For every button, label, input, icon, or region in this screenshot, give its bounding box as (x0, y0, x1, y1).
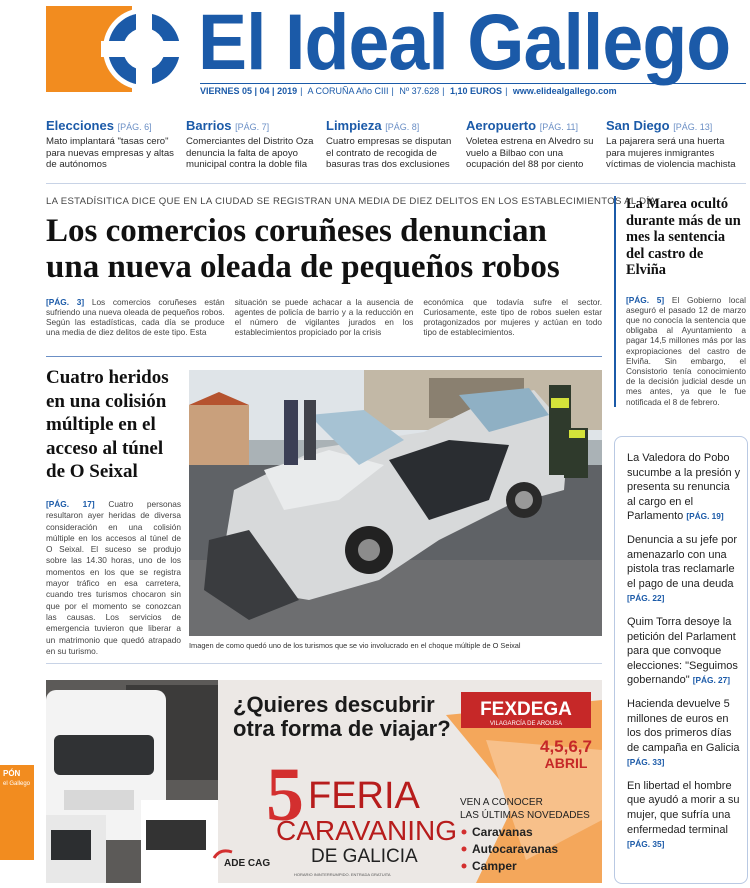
teaser-text: La pajarera será una huerta para mujeres inmigrantes víctimas de violencia machista (606, 136, 736, 170)
ad-adecag-logo: ADE CAG (224, 858, 271, 869)
ad-month: ABRIL (544, 755, 588, 771)
side-body (626, 295, 746, 407)
teaser-text: Mato implantará "tasas cero" para nuevas empresas y altas de autónomos (46, 136, 174, 170)
ad-fexdega: FEXDEGA (480, 699, 572, 720)
ad-edition-number: 5 (266, 753, 304, 837)
divider (46, 356, 602, 357)
brief-item[interactable] (627, 451, 741, 524)
advertisement-caravaning[interactable] (46, 680, 602, 883)
issue-city: A CORUÑA Año CIII (307, 86, 389, 96)
crash-body (46, 499, 181, 657)
teaser-title: Aeropuerto (466, 118, 537, 133)
page-ref[interactable]: [PÁG. 35] (627, 839, 665, 850)
brief-text: En libertad el hombre que ayudó a morir a su mujer, que sufría una enfermedad terminal (627, 779, 740, 836)
page-ref[interactable]: [PÁG. 27] (692, 675, 731, 686)
crash-headline[interactable]: Cuatro heridos en una colisión múltiple en el acceso al túnel de O Seixal (46, 367, 169, 482)
teaser-title: Limpieza (326, 118, 382, 133)
ad-question-line-2: otra forma de viajar? (233, 716, 451, 741)
teaser-text: Cuatro empresas se disputan el contrato de recogida de basuras tras dos exclusiones (326, 136, 452, 170)
crash-photo (189, 370, 602, 636)
page-ref[interactable]: [PÁG. 17] (46, 499, 95, 509)
teaser-san-diego[interactable] (606, 118, 746, 174)
issue-number: Nº 37.628 (399, 86, 440, 96)
brief-item[interactable] (627, 615, 741, 688)
divider (46, 663, 602, 664)
page-ref[interactable]: [PÁG. 33] (627, 757, 665, 768)
promo-strip-text: PÓN (3, 769, 21, 778)
teaser-page: [PÁG. 11] (539, 122, 579, 132)
side-headline[interactable]: La Marea ocultó durante más de un mes la sentencia del castro de Elviña (626, 196, 741, 278)
promo-strip[interactable] (0, 765, 34, 860)
lead-column-2: situación se puede achacar a la ausencia de agentes de policía de barrio y a la reducción en el número de vigilantes jurados en los establecimientos propiciado por la crisis (234, 297, 414, 337)
teaser-aeropuerto[interactable] (466, 118, 606, 174)
brief-text: Denuncia a su jefe por amenazarlo con una pistola tras reclamarle el pago de una deuda (627, 533, 738, 590)
dateline: VIERNES 05 | 04 | 2019 | A CORUÑA Año CIII | Nº 37.628 | 1,10 EUROS | www.elidealgallego.com (200, 83, 746, 96)
ad-novedades: LAS ÚLTIMAS NOVEDADES (460, 810, 590, 821)
ad-item-camper: Camper (472, 859, 517, 873)
lead-body (46, 297, 602, 337)
lead-column-1 (46, 297, 225, 337)
issue-date: VIERNES 05 | 04 | 2019 (200, 86, 298, 96)
teaser-title: Barrios (186, 118, 232, 133)
brief-text: Quim Torra desoye la petición del Parlament para que convoque elecciones: "Seguimos gobernando" (627, 615, 738, 687)
ad-dates: 4,5,6,7 (540, 737, 592, 756)
teaser-title: San Diego (606, 118, 670, 133)
brief-item[interactable] (627, 697, 741, 770)
ad-caravaning: CARAVANING (276, 815, 457, 846)
page-ref[interactable]: [PÁG. 22] (627, 593, 665, 604)
brief-item[interactable] (627, 533, 741, 606)
ad-ven-a-conocer: VEN A CONOCER (460, 797, 543, 808)
page-ref[interactable]: [PÁG. 5] (626, 294, 665, 305)
ad-galicia: DE GALICIA (311, 846, 418, 867)
ad-horario: HORARIO ININTERRUMPIDO. ENTRADA GRATUITA (294, 872, 391, 877)
newspaper-logo-icon (46, 6, 188, 92)
teaser-text: Voleteа estrena en Alvedro su vuelo a Bilbao con una ocupación del 88 por ciento (466, 136, 594, 170)
lead-text-1: Los comercios coruñeses están sufriendo una nueva oleada de pequeños robos. Según las estadísticas, cada día se produce una media de diez delitos de este tipo. Esta (46, 297, 225, 337)
teaser-page: [PÁG. 8] (385, 122, 420, 132)
teaser-limpieza[interactable] (326, 118, 466, 174)
briefs-box (614, 436, 748, 884)
lead-kicker: LA ESTADÍSITICA DICE QUE EN LA CIUDAD SE REGISTRAN UNA MEDIA DE DIEZ DELITOS EN LOS ESTABLECIMIENTOS AL DÍA (46, 196, 657, 207)
page-ref[interactable]: [PÁG. 3] (46, 297, 85, 307)
brief-text: La Valedora do Pobo sucumbe a la presión y presenta su renuncia al cargo en el Parlamento (627, 452, 741, 523)
teaser-elecciones[interactable] (46, 118, 186, 174)
teaser-title: Elecciones (46, 118, 114, 133)
teaser-page: [PÁG. 6] (117, 122, 152, 132)
website-link[interactable]: www.elidealgallego.com (512, 86, 617, 96)
brief-text: Hacienda devuelve 5 millones de euros en los dos primeros días de campaña en Galicia (627, 697, 740, 754)
lead-column-3: económica que todavía sufre el sector. Curiosamente, este tipo de robos suelen estar protagonizados por mujeres y actúan en todo tipo de establecimientos. (423, 297, 603, 337)
newspaper-title[interactable]: El Ideal Gallego (198, 0, 731, 86)
photo-caption: Imagen de como quedó uno de los turismos que se vio involucrado en el choque múltiple de O Seixal (189, 641, 521, 650)
teaser-barrios[interactable] (186, 118, 326, 174)
promo-strip-subtext: el Gallego (3, 781, 31, 787)
lead-headline[interactable]: Los comercios coruñeses denuncian una nueva oleada de pequeños robos (46, 213, 560, 285)
section-teasers (46, 118, 746, 174)
brief-item[interactable] (627, 779, 741, 852)
ad-question-line-1: ¿Quieres descubrir (233, 692, 435, 717)
ad-item-caravanas: Caravanas (472, 825, 533, 839)
ad-fexdega-location: VILAGARCÍA DE AROUSA (489, 721, 563, 727)
side-text: El Gobierno local aseguró el pasado 12 de marzo que no conocía la sentencia que obligaba al Ayuntamiento a pagar 14,5 millones más por las expropiaciones del castro de Elviña. Sin embargo, el Consistorio tenía conocimiento de la decisión judicial desde un mes antes, ya que le fue notificada el 8 de febrero. (626, 294, 746, 407)
divider (46, 183, 746, 184)
side-story (614, 196, 746, 407)
ad-feria: FERIA (308, 775, 420, 817)
issue-price: 1,10 EUROS (450, 86, 503, 96)
ad-item-autocaravanas: Autocaravanas (472, 842, 559, 856)
masthead (0, 0, 750, 108)
crash-text: Cuatro personas resultaron ayer heridas de diversa consideración en una colisión múltiple en los accesos al túnel de O Seixal. El suceso se produjo sobre las 14.30 horas, uno de los momentos en los que se registra mayor tráfico en esa carretera, cuando tres turismos chocaron sin que por el momento se conozcan las causas. Los servicios de emergencia tuvieron que liberar a un matrimonio que quedó atrapado en su turismo. (46, 499, 181, 656)
teaser-text: Comerciantes del Distrito Oza denuncia la falta de apoyo municipal contra la doble fila (186, 136, 314, 170)
teaser-page: [PÁG. 13] (673, 122, 713, 132)
page-ref[interactable]: [PÁG. 19] (686, 511, 724, 522)
teaser-page: [PÁG. 7] (235, 122, 270, 132)
